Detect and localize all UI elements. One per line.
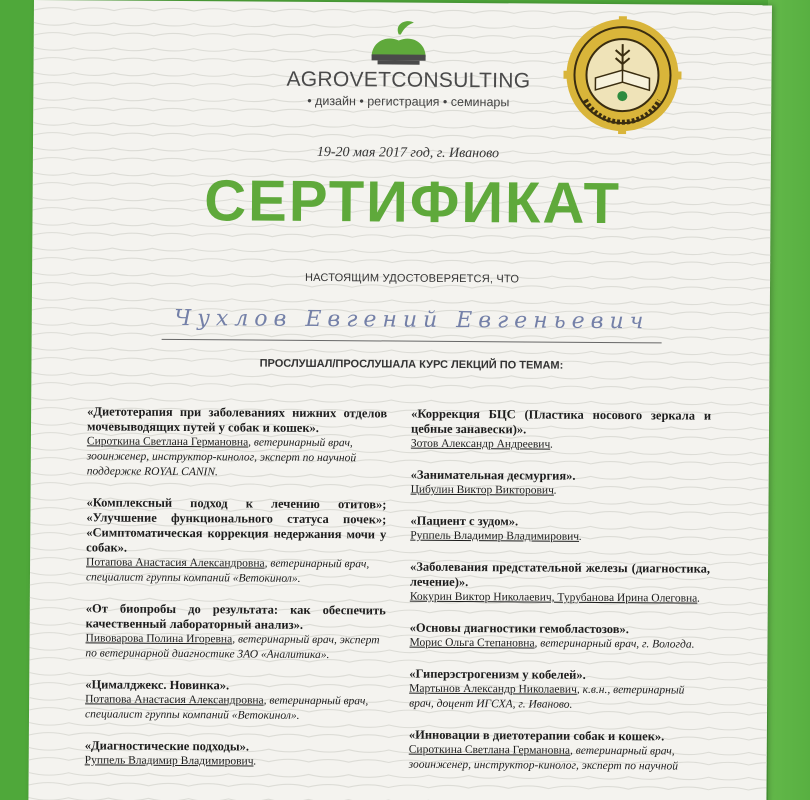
- lecture-speaker-name: Пивоварова Полина Игоревна: [85, 632, 233, 646]
- lecture-speaker-details: .: [553, 484, 557, 497]
- lecture-title: «Гиперэстрогенизм у кобелей».: [409, 666, 586, 682]
- lecture-title: «Диагностические подходы».: [84, 738, 250, 754]
- lecture-speaker-name: Потапова Анастасия Александровна: [85, 693, 264, 707]
- lecture-speaker-details: , ветеринарный врач, зооинженер, инструктор-кинолог, эксперт по научной: [408, 744, 679, 773]
- brand-tagline: • дизайн • регистрация • семинары: [307, 93, 510, 110]
- lecture-speaker-details: .: [253, 755, 257, 768]
- lecture-speaker-line: [85, 753, 385, 770]
- lecture-item: [85, 601, 385, 663]
- wave-line: [34, 7, 772, 15]
- lecture-speaker-name: Сироткина Светлана Германовна: [86, 435, 249, 449]
- wave-line: [32, 332, 772, 340]
- course-text: ПРОСЛУШАЛ/ПРОСЛУШАЛА КУРС ЛЕКЦИЙ ПО ТЕМАМ:: [259, 357, 564, 372]
- lecture-speaker-line: [410, 529, 710, 546]
- lecture-speaker-line: [86, 555, 386, 587]
- lecture-title: «От биопробы до результата: как обеспечить качественный лабораторный анализ».: [85, 601, 386, 632]
- lecture-speaker-line: [410, 590, 710, 607]
- lecture-speaker-line: [411, 437, 711, 454]
- lecture-title: «Заболевания предстательной железы (диагностика, лечение)».: [409, 559, 711, 590]
- lecture-speaker-details: , ветеринарный врач, специалист группы компаний «Ветокинол».: [85, 557, 370, 585]
- lecture-speaker-details: .: [579, 530, 582, 543]
- lecture-speaker-details: , к.в.н., ветеринарный врач, доцент ИГСХА, г. Иваново.: [409, 683, 685, 711]
- lecture-speaker-details: , ветеринарный врач, эксперт по ветеринарной диагностике ЗАО «Аналитика».: [85, 633, 380, 662]
- recipient-underline: [162, 339, 662, 343]
- lecture-speaker-details: , ветеринарный врач, специалист группы компаний «Ветокинол».: [84, 694, 369, 722]
- academy-seal-icon: [563, 16, 682, 135]
- lecture-speaker-line: [87, 434, 387, 481]
- certificate-paper: [28, 0, 772, 800]
- lecture-item: [410, 560, 710, 607]
- lecture-item: [86, 495, 387, 587]
- recipient-name: Чухлов Евгений Евгеньевич: [174, 305, 650, 335]
- lecture-item: [409, 621, 709, 653]
- lecture-speaker-name: Зотов Александр Андреевич: [410, 437, 551, 451]
- event-date-place: 19-20 мая 2017 год, г. Иваново: [316, 144, 500, 162]
- wave-line: [32, 247, 772, 255]
- lecture-title: «Основы диагностики гемобластозов».: [409, 620, 629, 637]
- lecture-speaker-details: .: [550, 438, 554, 451]
- lecture-speaker-line: [85, 631, 385, 663]
- brand-name: AGROVETCONSULTING: [286, 67, 531, 93]
- lectures-right-column: [409, 407, 712, 791]
- lecture-speaker-name: Морис Ольга Степановна: [409, 636, 535, 650]
- green-border-right: [768, 0, 810, 800]
- certificate-title: СЕРТИФИКАТ: [204, 168, 622, 237]
- lecture-speaker-line: [85, 692, 385, 724]
- lecture-item: [410, 514, 710, 546]
- lecture-speaker-name: Руппель Владимир Владимирович: [410, 529, 580, 543]
- lecture-speaker-name: Потапова Анастасия Александровна: [86, 556, 265, 570]
- lectures-left-column: [85, 404, 388, 786]
- wave-line: [31, 382, 772, 390]
- wave-line: [31, 372, 772, 380]
- lecture-title: «Пациент с зудом».: [410, 513, 519, 529]
- certify-text: НАСТОЯЩИМ УДОСТОВЕРЯЕТСЯ, ЧТО: [304, 271, 520, 286]
- lecture-item: [85, 738, 385, 770]
- lecture-item: [87, 404, 388, 481]
- lecture-title: «Диетотерапия при заболеваниях нижних отделов мочевыводящих путей у собак и кошек».: [86, 404, 388, 435]
- lecture-speaker-line: [411, 483, 711, 500]
- lecture-speaker-details: , ветеринарный врач, зооинженер, инструктор-кинолог, эксперт по научной поддержке ROYAL CANIN.: [86, 436, 357, 479]
- lecture-item: [409, 728, 709, 775]
- lecture-speaker-name: Кокурин Виктор Николаевич, Турубанова Ирина Олеговна: [409, 590, 698, 605]
- apple-logo-icon: [364, 16, 434, 70]
- lecture-title: «Комплексный подход к лечению отитов»; «Улучшение функционального статуса почек»; «Симптоматическая коррекция недержания мочи у собак».: [86, 495, 387, 555]
- lecture-speaker-name: Руппель Владимир Владимирович: [84, 754, 254, 768]
- lecture-item: [411, 468, 711, 500]
- lecture-speaker-name: Цибулин Виктор Викторович: [410, 483, 554, 497]
- lecture-speaker-details: , ветеринарный врач, г. Вологда.: [534, 637, 695, 651]
- wave-line: [32, 257, 772, 265]
- lecture-title: «Цималджекс. Новинка».: [85, 677, 230, 693]
- lecture-speaker-details: .: [697, 592, 701, 605]
- lecture-speaker-line: [409, 636, 709, 653]
- lecture-speaker-name: Мартынов Александр Николаевич: [409, 682, 577, 696]
- wave-line: [32, 347, 772, 355]
- lecture-title: «Занимательная десмургия».: [410, 467, 576, 483]
- lecture-item: [411, 407, 711, 454]
- lecture-speaker-line: [409, 743, 709, 775]
- wave-line: [32, 297, 772, 305]
- lecture-title: «Коррекция БЦС (Пластика носового зеркала и цебные занавески)».: [410, 406, 712, 437]
- lecture-speaker-line: [409, 682, 709, 714]
- lecture-item: [85, 677, 385, 724]
- lecture-speaker-name: Сироткина Светлана Германовна: [408, 743, 571, 757]
- lecture-item: [409, 667, 709, 714]
- lecture-title: «Инновации в диетотерапии собак и кошек».: [408, 727, 665, 744]
